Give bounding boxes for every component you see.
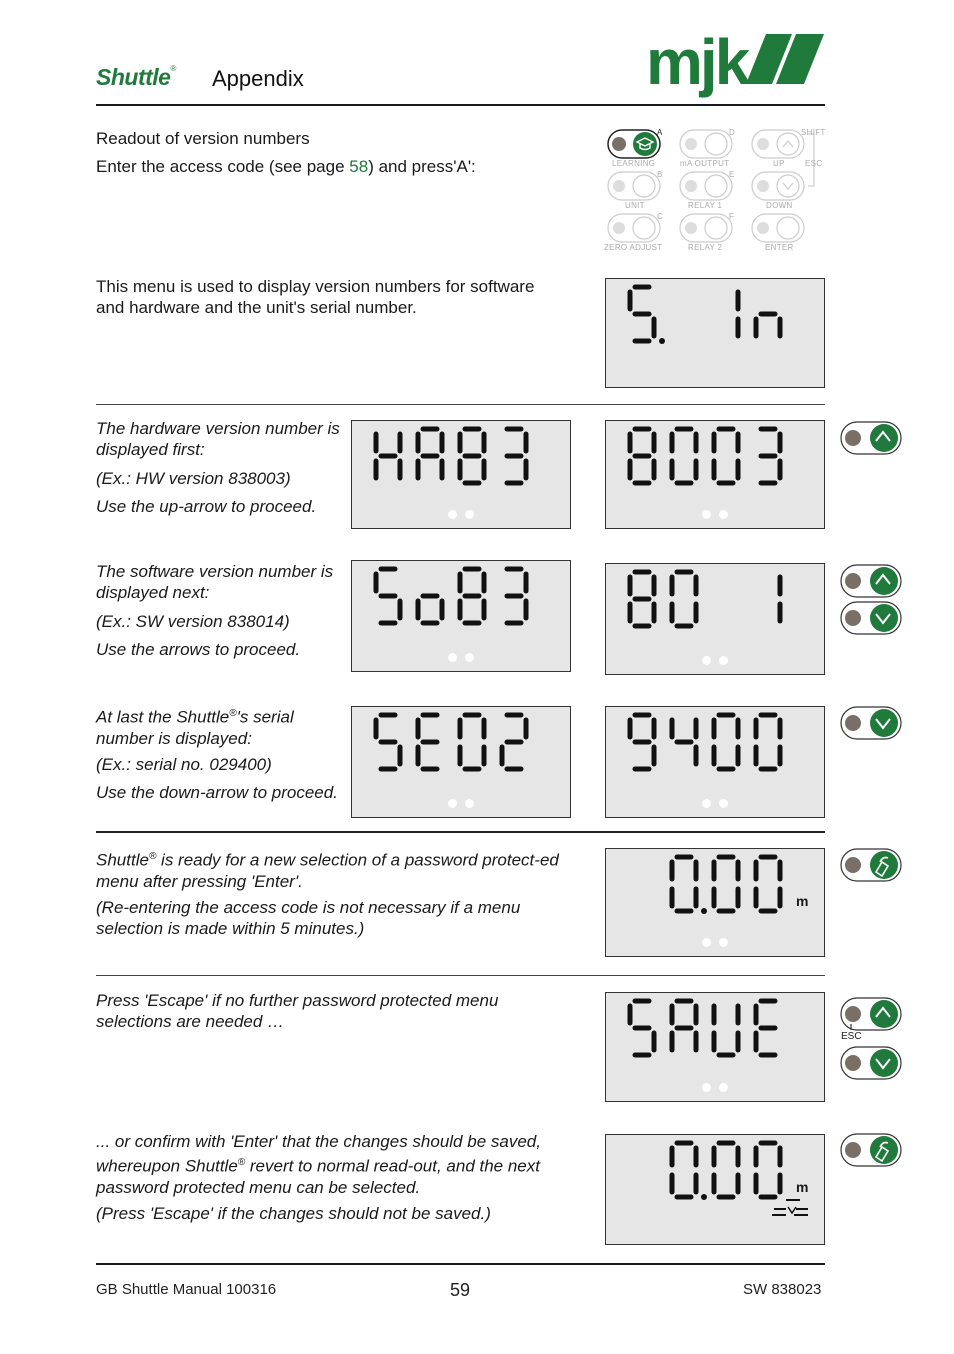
key-label-down: DOWN xyxy=(766,201,793,210)
key-label-shift: SHIFT xyxy=(801,128,826,137)
hw-text-3: Use the up-arrow to proceed. xyxy=(96,497,317,516)
key-label-esc: ESC xyxy=(805,159,823,168)
lcd-menu-digits xyxy=(606,279,826,389)
key-letter-e: E xyxy=(729,170,735,179)
footer-left: GB Shuttle Manual 100316 xyxy=(96,1281,277,1298)
footer-right: SW 838023 xyxy=(743,1281,822,1298)
down-button[interactable] xyxy=(840,601,902,635)
confirm-text-1b: revert to normal read-out, and the next password protected menu can be selected. xyxy=(96,1156,540,1197)
esc-label: ESC xyxy=(841,1031,862,1042)
lcd-dots xyxy=(606,652,824,670)
key-label-enter: ENTER xyxy=(765,243,794,252)
key-label-learning: LEARNING xyxy=(612,159,656,168)
escape-text: Press 'Escape' if no further password protected menu selections are needed … xyxy=(96,991,499,1031)
lcd-hw-b xyxy=(605,420,825,529)
down-button[interactable] xyxy=(840,706,902,740)
logo-text: mjk xyxy=(646,30,748,98)
key-label-unit: UNIT xyxy=(625,201,645,210)
serial-text-3: Use the down-arrow to proceed. xyxy=(96,783,338,802)
ready-text-1 xyxy=(96,846,571,892)
unit-label: m xyxy=(796,1179,809,1195)
key-letter-b: B xyxy=(657,170,663,179)
serial-text-2: (Ex.: serial no. 029400) xyxy=(96,755,272,774)
divider-3 xyxy=(96,975,825,976)
page-number: 59 xyxy=(450,1280,471,1300)
footer-rule xyxy=(96,1263,825,1265)
lcd-sw-a xyxy=(351,560,571,672)
lcd-dots xyxy=(606,934,824,952)
menu-description: This menu is used to display version numbers for software and hardware and the unit's serial number. xyxy=(96,277,535,317)
lcd-dots xyxy=(352,506,570,524)
intro-heading: Readout of version numbers xyxy=(96,129,310,148)
registered-mark: ® xyxy=(148,851,157,862)
brand-name xyxy=(96,64,176,91)
divider-2 xyxy=(96,831,825,833)
lcd-hw-a xyxy=(351,420,571,529)
lcd-dots xyxy=(352,795,570,813)
confirm-text-1 xyxy=(96,1131,571,1198)
section-title: Appendix xyxy=(212,66,304,91)
confirm-text-1a: ... or confirm with 'Enter' that the changes should be saved, whereupon Shuttle xyxy=(96,1132,541,1176)
intro-line xyxy=(96,156,476,177)
up-button[interactable] xyxy=(840,421,902,455)
sw-text-3: Use the arrows to proceed. xyxy=(96,640,301,659)
lcd-sw-b xyxy=(605,563,825,675)
lcd-ready xyxy=(605,848,825,957)
registered-mark: ® xyxy=(229,708,237,719)
key-label-zero-adjust: ZERO ADJUST xyxy=(604,243,663,252)
intro-before: Enter the access code (see page xyxy=(96,157,350,176)
serial-text-1a: At last the Shuttle xyxy=(96,707,230,727)
key-letter-a: A xyxy=(657,128,663,137)
lcd-dots xyxy=(352,649,570,667)
lcd-confirm xyxy=(605,1134,825,1245)
lcd-dots xyxy=(606,1079,824,1097)
key-letter-f: F xyxy=(729,212,734,221)
key-learning[interactable] xyxy=(608,128,663,158)
registered-mark: ® xyxy=(237,1157,246,1168)
save-icon xyxy=(770,1197,814,1221)
enter-button[interactable] xyxy=(840,848,902,882)
confirm-text-2: (Press 'Escape' if the changes should not be saved.) xyxy=(96,1204,491,1223)
ready-text-2: (Re-entering the access code is not necessary if a menu selection is made within 5 minutes.) xyxy=(96,898,521,938)
lcd-serial-b xyxy=(605,706,825,818)
lcd-menu xyxy=(605,278,825,388)
intro-after: ) and press'A': xyxy=(368,157,476,176)
lcd-dots xyxy=(606,506,824,524)
enter-button[interactable] xyxy=(840,1133,902,1167)
key-letter-d: D xyxy=(729,128,735,137)
lcd-serial-a xyxy=(351,706,571,818)
up-button[interactable] xyxy=(840,564,902,598)
unit-label: m xyxy=(796,893,809,909)
key-label-ma-output: mA OUTPUT xyxy=(680,159,730,168)
key-letter-c: C xyxy=(657,212,663,221)
divider-1 xyxy=(96,404,825,405)
page-link[interactable]: 58 xyxy=(349,157,369,176)
brand-text: Shuttle xyxy=(96,64,171,90)
mjk-logo xyxy=(646,30,826,102)
keypad-diagram xyxy=(600,126,830,256)
sw-text-2: (Ex.: SW version 838014) xyxy=(96,612,290,631)
lcd-dots xyxy=(606,795,824,813)
lcd-save xyxy=(605,992,825,1102)
down-button[interactable] xyxy=(840,1046,902,1080)
header-rule xyxy=(96,104,825,106)
ready-text-1b: is ready for a new selection of a password protect-ed menu after pressing 'Enter'. xyxy=(96,850,559,891)
hw-text-1: The hardware version number is displayed first: xyxy=(96,419,340,459)
key-label-relay-1: RELAY 1 xyxy=(688,201,723,210)
serial-text-1 xyxy=(96,703,348,749)
ready-text-1a: Shuttle xyxy=(96,850,149,870)
sw-text-1: The software version number is displayed next: xyxy=(96,562,334,602)
hw-text-2: (Ex.: HW version 838003) xyxy=(96,469,291,488)
keypad-buttons xyxy=(600,126,830,256)
key-label-up: UP xyxy=(773,159,785,168)
brand-mark: ® xyxy=(170,64,176,73)
key-label-relay-2: RELAY 2 xyxy=(688,243,723,252)
serial-text-1b: 's serial number is displayed: xyxy=(96,707,294,748)
lcd-confirm-digits xyxy=(606,1135,826,1246)
